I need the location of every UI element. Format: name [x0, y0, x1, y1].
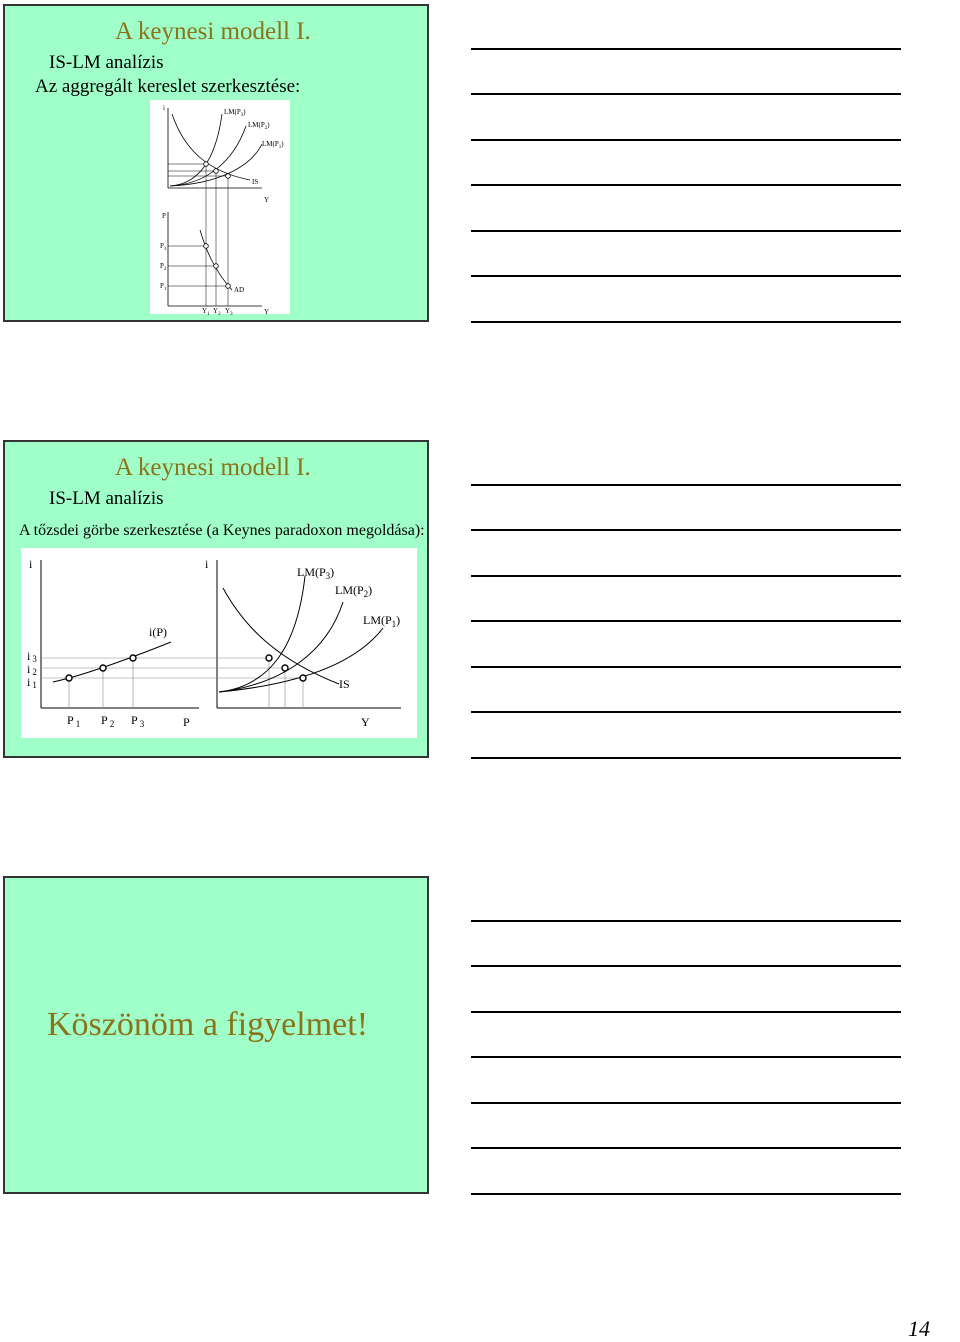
note-line — [471, 139, 901, 141]
note-line — [471, 275, 901, 277]
note-line — [471, 484, 901, 486]
slide-2-graph — [21, 548, 417, 738]
slide-1 — [3, 4, 429, 322]
svg-text:LM(P2): $LM(P_2)$ — [335, 583, 373, 599]
slide-3 — [3, 876, 429, 1194]
lm-p3-curve — [219, 576, 305, 692]
svg-text:P3: P $_3$ — [131, 713, 145, 729]
svg-text:LM(P3): $LM(P_3)$ — [224, 108, 246, 118]
note-line — [471, 965, 901, 967]
bottom-x-label: Y — [264, 308, 270, 316]
slide-2-text: A tőzsdei görbe szerkesztése (a Keynes paradoxon megoldása): — [19, 522, 425, 539]
svg-text:P2: P $_2$ — [101, 713, 115, 729]
svg-text:P1: $P_1$ — [160, 282, 167, 292]
note-line — [471, 1102, 901, 1104]
svg-text:LM(P2): $LM(P_2)$ — [248, 121, 270, 131]
right-x-label: Y — [361, 715, 370, 729]
note-line — [471, 48, 901, 50]
left-y-label: i — [29, 557, 33, 571]
note-line — [471, 230, 901, 232]
bottom-y-label: P — [162, 212, 166, 220]
is-curve — [172, 114, 250, 180]
slide-2 — [3, 440, 429, 758]
svg-text:i1: i 1 — [27, 675, 37, 690]
svg-text:Y3: $Y_3$ — [225, 307, 233, 317]
slide-1-title: A keynesi modell I. — [115, 18, 311, 45]
note-line — [471, 620, 901, 622]
top-y-label: i — [163, 104, 165, 112]
note-line — [471, 1011, 901, 1013]
slide-2-title: A keynesi modell I. — [115, 454, 311, 481]
slide-2-subtitle: IS-LM analízis — [49, 488, 164, 509]
slide-1-graph — [150, 100, 290, 317]
note-line — [471, 757, 901, 759]
lm-p2-curve — [219, 602, 343, 692]
is-curve — [223, 588, 339, 684]
page-number: 14 — [908, 1316, 930, 1341]
lm-p1-curve — [219, 628, 383, 692]
thank-you-text: Köszönöm a figyelmet! — [47, 1006, 369, 1043]
svg-text:i2: i 2 — [27, 662, 37, 677]
svg-text:LM(P3): $LM(P_3)$ — [297, 565, 335, 581]
svg-text:P1: P $_1$ — [67, 713, 81, 729]
note-line — [471, 93, 901, 95]
svg-text:P3: $P_3$ — [160, 242, 167, 252]
svg-text:Y1: $Y_1$ — [202, 307, 210, 317]
ad-label: AD — [234, 286, 245, 294]
aggregate-demand-diagram — [150, 100, 290, 317]
svg-text:P2: $P_2$ — [160, 262, 167, 272]
is-label: IS — [339, 677, 350, 691]
note-line — [471, 1193, 901, 1195]
is-label: IS — [252, 178, 259, 186]
note-line — [471, 321, 901, 323]
stock-market-curve-diagram — [21, 548, 417, 738]
svg-text:i3: i 3 — [27, 649, 37, 664]
slide-1-text: Az aggregált kereslet szerkesztése: — [35, 76, 301, 97]
top-x-label: Y — [264, 196, 270, 204]
slide-1-subtitle: IS-LM analízis — [49, 52, 164, 73]
svg-text:LM(P1): $LM(P_1)$ — [363, 613, 401, 629]
note-line — [471, 575, 901, 577]
right-y-label: i — [205, 557, 209, 571]
note-line — [471, 184, 901, 186]
note-line — [471, 1056, 901, 1058]
note-line — [471, 920, 901, 922]
note-line — [471, 711, 901, 713]
ip-label: i(P) — [149, 625, 167, 639]
lm-p3-curve — [170, 114, 222, 186]
note-line — [471, 529, 901, 531]
svg-text:LM(P1): $LM(P_1)$ — [262, 140, 284, 150]
note-line — [471, 1147, 901, 1149]
svg-text:Y2: $Y_2$ — [213, 307, 221, 317]
note-line — [471, 666, 901, 668]
left-x-label: P — [183, 715, 190, 729]
notes-area — [471, 0, 901, 1340]
